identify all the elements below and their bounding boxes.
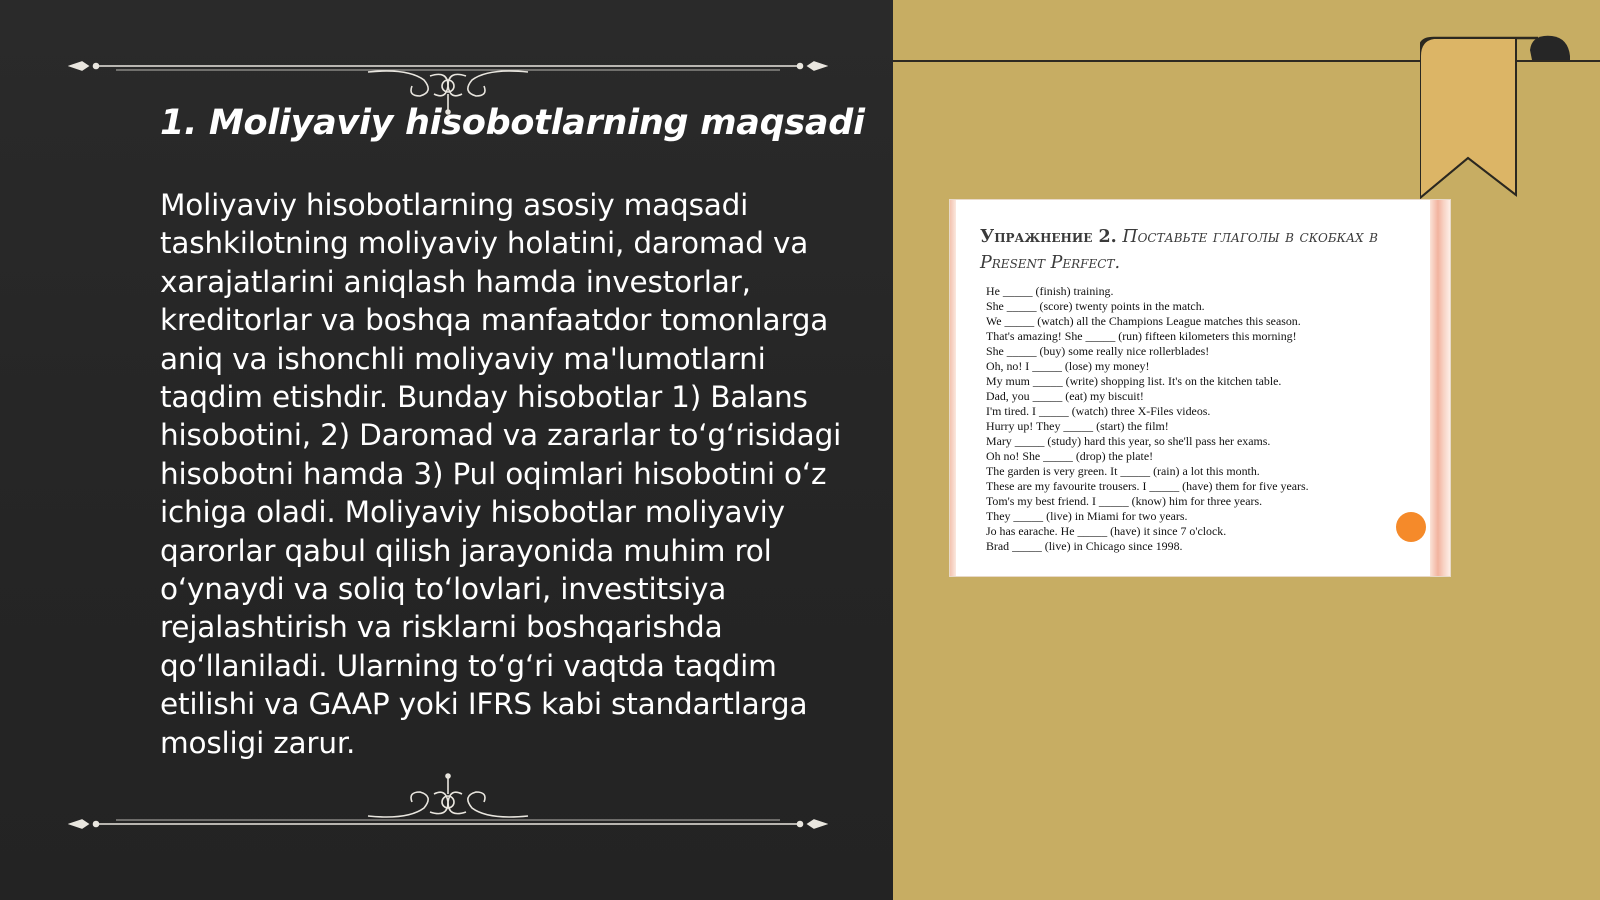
card-edge-right	[1430, 200, 1450, 576]
exercise-sentence: I'm tired. I _____ (watch) three X-Files videos.	[986, 404, 1211, 418]
slide-body-text: Moliyaviy hisobotlarning asosiy maqsadi tashkilotning moliyaviy holatini, daromad va xarajatlarini aniqlash hamda investorlar, kreditorlar va boshqa manfaatdor tomonlarga aniq va ishonchli moliyaviy ma'lumotlarni taqdim etishdir. Bunday hisobotlar 1) Balans hisobotini, 2) Daromad va zararlar toʻgʻrisidagi hisobotni hamda 3) Pul oqimlari hisobotini oʻz ichiga oladi. Moliyaviy hisobotlar moliyaviy qarorlar qabul qilish jarayonida muhim rol oʻynaydi va soliq toʻlovlari, investitsiya rejalashtirish va risklarni boshqarishda qoʻllaniladi. Ularning toʻgʻri vaqtda taqdim etilishi va GAAP yoki IFRS kabi standartlarga mosligi zarur.	[160, 188, 842, 760]
orange-dot-icon	[1396, 512, 1426, 542]
exercise-sentence: We _____ (watch) all the Champions League matches this season.	[986, 314, 1301, 328]
exercise-sentence: Hurry up! They _____ (start) the film!	[986, 419, 1169, 433]
exercise-sentence: Mary _____ (study) hard this year, so she'll pass her exams.	[986, 434, 1271, 448]
exercise-heading-instruction: Поставьте глаголы в скобках в Present Perfect.	[980, 227, 1378, 273]
slide-title: 1. Moliyaviy hisobotlarning maqsadi	[160, 103, 865, 143]
exercise-sentence: The garden is very green. It _____ (rain) a lot this month.	[986, 464, 1260, 478]
exercise-heading-lead: Упражнение 2.	[980, 227, 1117, 247]
exercise-sentence: She _____ (score) twenty points in the match.	[986, 299, 1205, 313]
exercise-sentence: Oh, no! I _____ (lose) my money!	[986, 359, 1150, 373]
bottom-ornament-divider	[68, 770, 828, 840]
card-edge-left	[950, 200, 956, 576]
exercise-sentence-list	[986, 284, 1309, 554]
exercise-sentence: Tom's my best friend. I _____ (know) him for three years.	[986, 494, 1263, 508]
exercise-sentence: He _____ (finish) training.	[986, 284, 1114, 298]
exercise-sentence: That's amazing! She _____ (run) fifteen kilometers this morning!	[986, 329, 1297, 343]
exercise-sentence: Oh no! She _____ (drop) the plate!	[986, 449, 1154, 463]
exercise-sentence: They _____ (live) in Miami for two years.	[986, 509, 1188, 523]
bookmark-ribbon-icon	[1420, 30, 1600, 210]
exercise-sentence: Brad _____ (live) in Chicago since 1998.	[986, 539, 1183, 553]
exercise-sentence: Dad, you _____ (eat) my biscuit!	[986, 389, 1144, 403]
exercise-sentence: Jo has earache. He _____ (have) it since 7 o'clock.	[986, 524, 1227, 538]
exercise-sentence: These are my favourite trousers. I _____ (have) them for five years.	[986, 479, 1309, 493]
exercise-image	[950, 200, 1450, 576]
exercise-sentence: My mum _____ (write) shopping list. It's on the kitchen table.	[986, 374, 1282, 388]
exercise-heading	[980, 224, 1400, 276]
exercise-sentence: She _____ (buy) some really nice rollerblades!	[986, 344, 1210, 358]
